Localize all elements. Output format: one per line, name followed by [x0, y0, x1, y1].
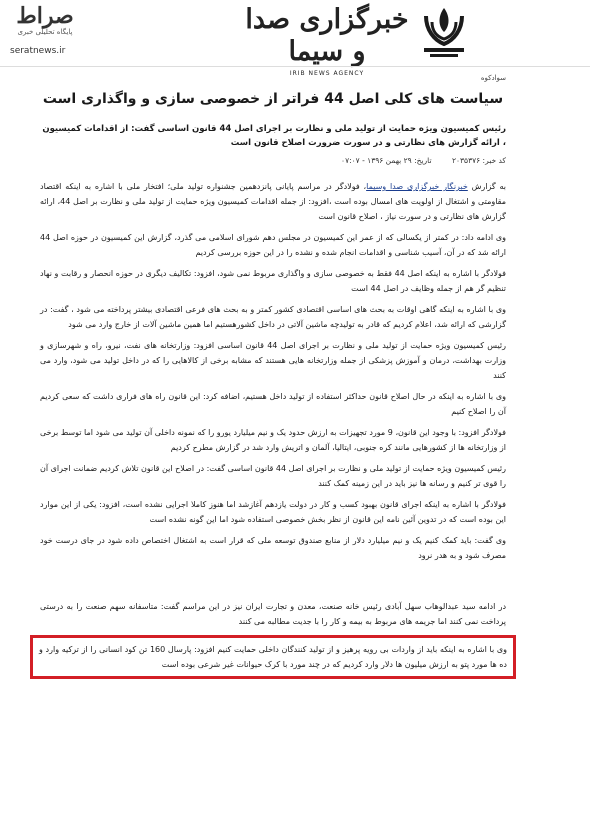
article-paragraph: فولادگر با اشاره به اینکه اصل 44 فقط به خصوصی سازی و واگذاری مربوط نمی شود، افزود: تکالیف دیگری در حوزه انحصار و رقابت و نهاد تنظیم گر هم از جمله وظایف در اصل 44 است: [40, 269, 506, 293]
article-title: سیاست های کلی اصل 44 فراتر از خصوصی سازی و واگذاری است: [42, 91, 504, 107]
article-paragraph: وی با اشاره به اینکه گاهی اوقات به بحث های اساسی اقتصادی کشور کمتر و به بحث های فرعی اقتصادی بیشتر پرداخته می شود ، گفت: در گزارشی که ارائه شد، اعلام کردیم که قادر به تولیدچه ماشین آلاتی در داخل کشورهستیم اما همین ماشین آلات از خارج وارد می شود: [40, 305, 506, 329]
watermark-url: seratnews.ir: [10, 46, 66, 56]
agency-name-fa: خبرگزاری صدا و سیما: [245, 4, 409, 67]
article-paragraph: وی گفت: باید کمک کنیم یک و نیم میلیارد دلار از منابع صندوق توسعه ملی که قرار است به اشتغال اختصاص داده شود در جای درست خود مصرف شود و به هدر نرود: [40, 536, 506, 560]
watermark: [10, 4, 80, 56]
news-date: تاریخ: ۲۹ بهمن ۱۳۹۶ - ۰۷:۰۷: [341, 156, 432, 165]
header-divider: [0, 66, 590, 67]
source-link[interactable]: خبرنگار خبرگزاری صدا وسیما: [366, 182, 468, 191]
article-paragraph: رئیس کمیسیون ویژه حمایت از تولید ملی و نظارت بر اجرای اصل 44 قانون اساسی گفت: در اصلاح این قانون تلاش کردیم ضمانت اجرای آن را قوی تر کنیم و رسانه ها نیز باید در این زمینه کمک کنند: [40, 464, 506, 488]
article-paragraph: فولادگر افزود: با وجود این قانون، 9 مورد تجهیزات به ارزش حدود یک و نیم میلیارد یورو را که نمونه داخلی آن تولید می شود اما توسط برخی از وزارتخانه ها از کشورهایی مانند کره جنوبی، ایتالیا، آلمان و اتریش وارد شد در گزارش مطرح کردیم: [40, 428, 507, 452]
article-paragraph: وی ادامه داد: در کمتر از یکسالی که از عمر این کمیسیون در مجلس دهم شورای اسلامی می گذرد، گزارش این کمیسیون در حوزه اصل 44 ارائه شد که در آن، آسیب شناسی و اقدامات انجام شده و نشده را در این حوزه بررسی کردیم: [40, 233, 506, 257]
highlighted-paragraph: وی با اشاره به اینکه باید از واردات بی رویه پرهیز و از تولید کنندگان داخلی حمایت کنیم افزود: پارسال 160 تن کود انسانی را از ترکیه وارد و ده ها مورد پتو به ارزش میلیون ها دلار وارد کردیم که در چند مورد با کرک حیوانات غیر شرعی بوده است: [39, 645, 507, 669]
article-meta: [40, 156, 506, 165]
article-body: [40, 179, 506, 679]
paragraph-text: ، فولادگر در مراسم پایانی پانزدهمین جشنواره تولید ملی؛ افتخار ملی با اشاره به اینکه اقتصاد مقاومتی و اشتغال از اولویت های امسال بوده است ،افزود: از جمله اقدامات کمیسیون ویژه حمایت از تولید ملی و نظارت بر اصل 44، ارائه گزارش های نظارتی و در سورت نیاز ، اصلاح قانون است: [40, 182, 506, 221]
article-subtitle: سوادکوه: [480, 74, 506, 82]
source-prefix: به گزارش: [467, 182, 506, 191]
article-paragraph: وی با اشاره به اینکه در حال اصلاح قانون حداکثر استفاده از تولید داخل هستیم، اضافه کرد: این قانون راه های فراری داشت که سعی کردیم آن را اصلاح کنیم: [40, 392, 506, 416]
agency-name-en: IRIB NEWS AGENCY: [289, 70, 365, 77]
highlight-box: [30, 635, 516, 679]
article-paragraph: در ادامه سید عبدالوهاب سهل آبادی رئیس خانه صنعت، معدن و تجارت ایران نیز در این مراسم گفت: متاسفانه سهم صنعت را به درستی پرداخت نمی کنند اما جریمه های مربوط به بیمه و کار را با جدیت مطالبه می کنند: [40, 602, 506, 626]
article-lead: رئیس کمیسیون ویژه حمایت از تولید ملی و نظارت بر اجرای اصل 44 قانون اساسی گفت: از اقدامات کمیسیون ، ارائه گزارش های نظارتی و در سورت ضرورت اصلاح قانون است: [42, 124, 506, 148]
watermark-logo: صراط: [16, 3, 74, 29]
article-paragraph: رئیس کمیسیون ویژه حمایت از تولید ملی و نظارت بر اجرای اصل 44 قانون اساسی افزود: وزارتخانه های نفت، نیرو، راه و شهرسازی و وزارت بهداشت، درمان و آموزش پزشکی از جمله وزارتخانه هایی هستند که مشابه برخی از کالاهایی را که در داخل تولید می شود، وارد می کنند: [40, 341, 506, 380]
news-code: کد خبر: ۲۰۳۵۳۷۶: [451, 156, 506, 165]
article: [40, 74, 506, 679]
article-paragraph: [40, 179, 506, 224]
article-paragraph: فولادگر با اشاره به اینکه اجرای قانون بهبود کسب و کار در دولت یازدهم آغازشد اما هنوز کاملا اجرایی نشده است، افزود: یکی از این موارد این بوده است که در تدوین آئین نامه این قانون از نظر بخش خصوصی استفاده شود اما این گونه نشده است: [40, 500, 506, 524]
watermark-tagline: پایگاه تحلیلی خبری: [17, 28, 73, 36]
spacer: [40, 569, 506, 599]
irib-emblem-icon: [416, 4, 472, 58]
